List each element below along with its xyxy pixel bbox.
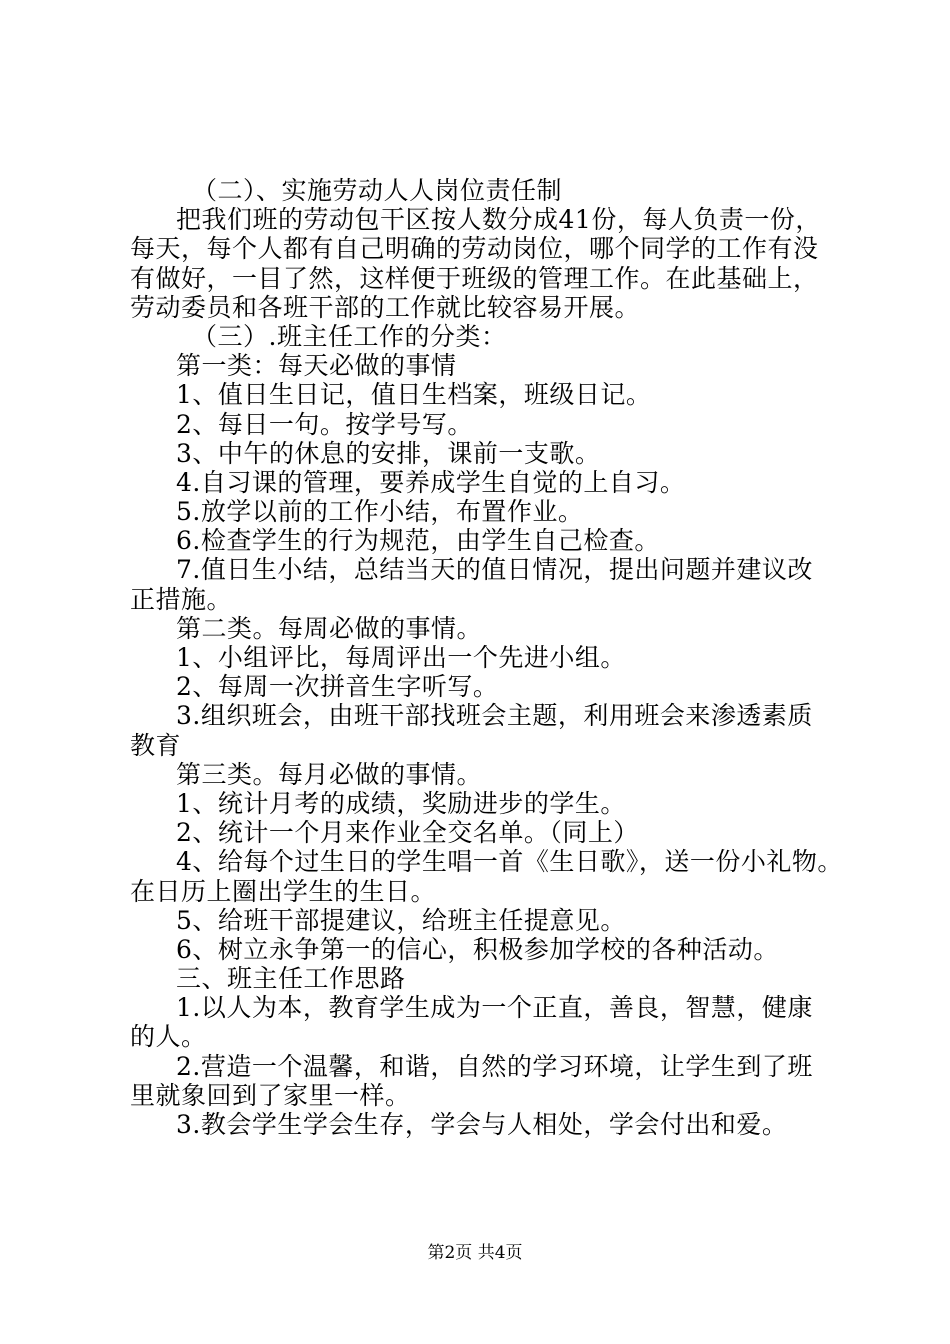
text-line: 第三类。每月必做的事情。 [176, 759, 483, 789]
text-line: 2、每周一次拼音生字听写。 [176, 672, 499, 702]
text-line: 教育 [130, 730, 182, 760]
text-line: 2.营造一个温馨，和谐，自然的学习环境，让学生到了班 [176, 1051, 813, 1081]
document-body [130, 176, 843, 1139]
text-line: 三、班主任工作思路 [176, 964, 406, 994]
text-line: 5.放学以前的工作小结，布置作业。 [176, 497, 584, 527]
text-line: 的人。 [130, 1022, 207, 1052]
page-number-footer: 第2页 共4页 [427, 1243, 523, 1263]
text-line: 里就象回到了家里一样。 [130, 1080, 411, 1110]
text-line: 正措施。 [130, 584, 233, 614]
text-line: 6、树立永争第一的信心，积极参加学校的各种活动。 [176, 934, 779, 964]
text-line: （二）、实施劳动人人岗位责任制 [192, 176, 563, 205]
text-line: 5、给班干部提建议，给班主任提意见。 [176, 905, 626, 935]
text-line: 在日历上圈出学生的生日。 [130, 876, 437, 906]
text-line: 4、给每个过生日的学生唱一首《生日歌》，送一份小礼物。 [176, 847, 843, 877]
text-line: 6.检查学生的行为规范，由学生自己检查。 [176, 526, 660, 556]
text-line: （三）.班主任工作的分类： [192, 321, 507, 351]
text-line: 第二类。每周必做的事情。 [176, 613, 483, 643]
text-line: 1、小组评比，每周评出一个先进小组。 [176, 643, 626, 672]
text-line: 3.教会学生学会生存，学会与人相处，学会付出和爱。 [176, 1110, 788, 1139]
text-line: 1.以人为本，教育学生成为一个正直，善良，智慧，健康 [176, 993, 813, 1023]
text-line: 把我们班的劳动包干区按人数分成41份，每人负责一份， [176, 205, 821, 235]
text-line: 有做好，一目了然，这样便于班级的管理工作。在此基础上， [130, 263, 819, 293]
text-line: 劳动委员和各班干部的工作就比较容易开展。 [130, 292, 641, 322]
text-line: 3.组织班会，由班干部找班会主题，利用班会来渗透素质 [176, 701, 813, 731]
text-line: 2、每日一句。按学号写。 [176, 409, 473, 439]
text-line: 7.值日生小结，总结当天的值日情况，提出问题并建议改 [176, 555, 813, 585]
text-line: 1、统计月考的成绩，奖励进步的学生。 [176, 788, 626, 818]
text-line: 1、值日生日记，值日生档案，班级日记。 [176, 380, 652, 410]
text-line: 4.自习课的管理，要养成学生自觉的上自习。 [176, 467, 686, 497]
text-line: 第一类：每天必做的事情 [176, 351, 457, 381]
text-line: 每天，每个人都有自己明确的劳动岗位，哪个同学的工作有没 [130, 234, 819, 264]
text-line: 3、中午的休息的安排，课前一支歌。 [176, 438, 601, 468]
text-line: 2、统计一个月来作业全交名单。（同上） [176, 818, 639, 848]
